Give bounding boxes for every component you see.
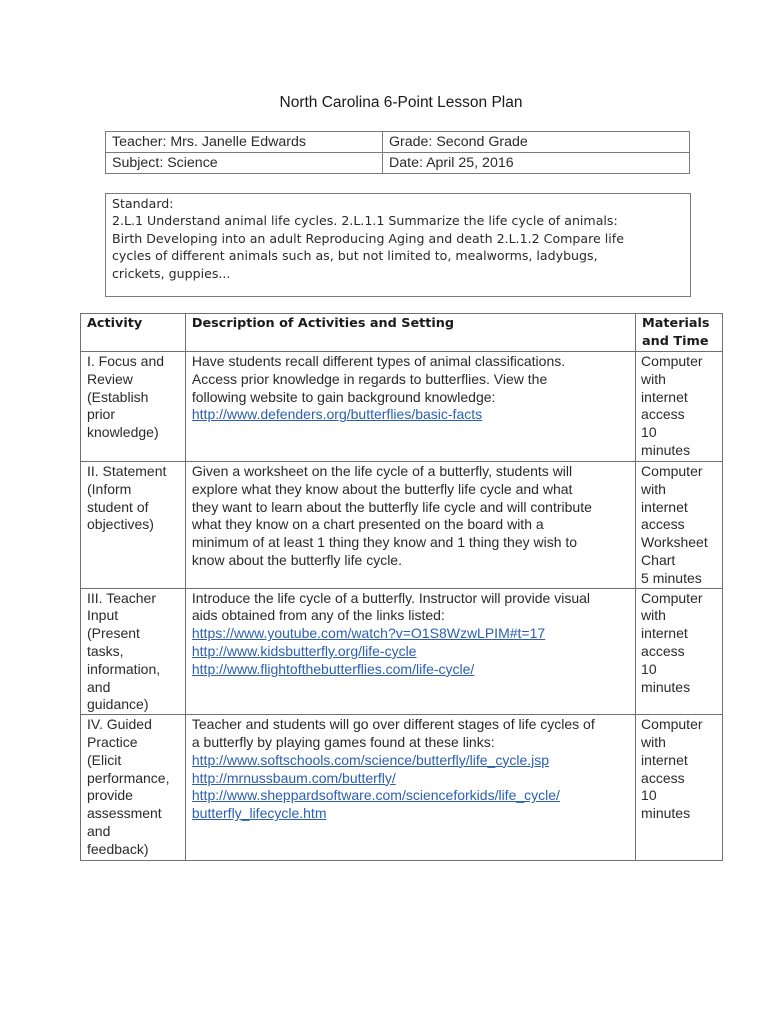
document-title: North Carolina 6-Point Lesson Plan <box>279 94 523 111</box>
table-row <box>81 462 723 589</box>
date-cell: Date: April 25, 2016 <box>383 153 690 174</box>
standard-text-line: crickets, guppies... <box>112 265 231 281</box>
materials-cell: Computer with internet access Worksheet Chart 5 minutes <box>636 462 723 589</box>
lesson-info-table <box>105 131 690 174</box>
activity-cell: IV. Guided Practice (Elicit performance, provide assessment and feedback) <box>81 715 186 861</box>
link-mrnussbaum[interactable]: http://mrnussbaum.com/butterfly/ <box>191 769 396 786</box>
activities-table <box>80 313 723 861</box>
table-row <box>81 352 723 462</box>
activity-cell: II. Statement (Inform student of objectives) <box>81 462 186 589</box>
table-row <box>81 715 723 861</box>
teacher-cell: Teacher: Mrs. Janelle Edwards <box>106 132 383 153</box>
description-cell: Given a worksheet on the life cycle of a butterfly, students will explore what they know about the butterfly life cycle and what they want to learn about the butterfly life cycle and will contribute what they know on a chart presented on the board with a minimum of at least 1 thing they know and 1 thing they wish to know about the butterfly life cycle. <box>185 462 635 589</box>
table-header-row <box>81 314 723 352</box>
standard-text-line: cycles of different animals such as, but not limited to, mealworms, ladybugs, <box>112 248 598 264</box>
header-materials: Materials and Time <box>636 314 723 352</box>
link-softschools[interactable]: http://www.softschools.com/science/butterfly/life_cycle.jsp <box>191 751 550 768</box>
link-defenders[interactable]: http://www.defenders.org/butterflies/basic-facts <box>191 406 483 423</box>
description-cell: Teacher and students will go over different stages of life cycles of a butterfly by playing games found at these links: http://www.softschools.com/science/butterfly/life_cycle.jsp http://mrnussbaum.com/butterfly/ http://www.sheppardsoftware.com/scienceforkids/life_cycle/ butterfly_lifecycle.htm <box>185 715 635 861</box>
materials-cell: Computer with internet access 10 minutes <box>636 588 723 715</box>
subject-cell: Subject: Science <box>106 153 383 174</box>
standard-text-line: Birth Developing into an adult Reproducing Aging and death 2.L.1.2 Compare life <box>112 230 624 246</box>
link-kidsbutterfly[interactable]: http://www.kidsbutterfly.org/life-cycle <box>191 642 417 659</box>
standard-label: Standard: <box>112 196 174 211</box>
materials-cell: Computer with internet access 10 minutes <box>636 715 723 861</box>
link-flightofthebutterflies[interactable]: http://www.flightofthebutterflies.com/life-cycle/ <box>191 660 475 677</box>
link-sheppardsoftware[interactable]: http://www.sheppardsoftware.com/scienceforkids/life_cycle/ <box>191 787 560 804</box>
table-row <box>81 588 723 715</box>
activity-cell: III. Teacher Input (Present tasks, information, and guidance) <box>81 588 186 715</box>
link-sheppardsoftware-continued[interactable]: butterfly_lifecycle.htm <box>191 805 327 822</box>
header-activity: Activity <box>81 314 186 352</box>
grade-cell: Grade: Second Grade <box>383 132 690 153</box>
header-description: Description of Activities and Setting <box>185 314 635 352</box>
activity-cell: I. Focus and Review (Establish prior knowledge) <box>81 352 186 462</box>
standard-box <box>105 193 691 297</box>
standard-text-line: 2.L.1 Understand animal life cycles. 2.L.1.1 Summarize the life cycle of animals: <box>112 213 618 229</box>
description-cell: Have students recall different types of animal classifications. Access prior knowledge in regards to butterflies. View the following website to gain background knowledge: http://www.defenders.org/butterflies/basic-facts <box>185 352 635 462</box>
description-cell: Introduce the life cycle of a butterfly. Instructor will provide visual aids obtained from any of the links listed: https://www.youtube.com/watch?v=O1S8WzwLPIM#t=17 http://www.kidsbutterfly.org/life-cycle http://www.flightofthebutterflies.com/life-cycle/ <box>185 588 635 715</box>
materials-cell: Computer with internet access 10 minutes <box>636 352 723 462</box>
link-youtube[interactable]: https://www.youtube.com/watch?v=O1S8WzwLPIM#t=17 <box>191 625 546 642</box>
